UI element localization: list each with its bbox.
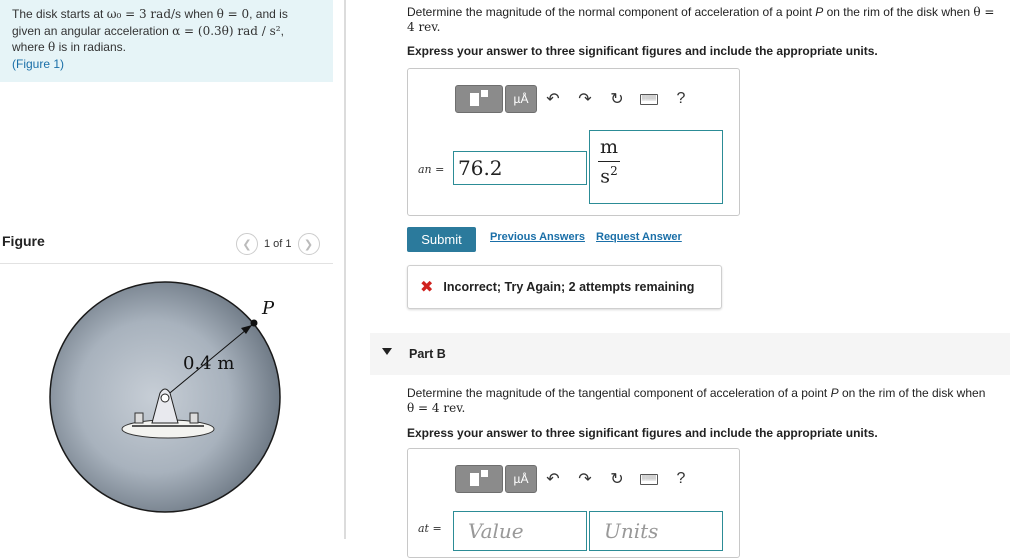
reset-icon[interactable]: ↻ xyxy=(610,471,624,488)
redo-icon[interactable]: ↷ xyxy=(578,91,592,108)
chevron-right-icon[interactable]: ❯ xyxy=(298,233,320,255)
redo-icon[interactable]: ↷ xyxy=(578,471,592,488)
chevron-left-icon[interactable]: ❮ xyxy=(236,233,258,255)
undo-icon[interactable]: ↶ xyxy=(546,471,560,488)
at-units-input[interactable] xyxy=(589,511,723,551)
an-units-input[interactable] xyxy=(589,130,723,204)
part-b-answer-box xyxy=(407,448,740,558)
problem-statement xyxy=(0,0,333,82)
help-icon[interactable]: ? xyxy=(676,470,686,487)
problem-line-2: given an angular acceleration α = (0.3θ) rad / s², xyxy=(12,23,284,38)
request-answer-link[interactable]: Request Answer xyxy=(596,231,682,243)
help-icon[interactable]: ? xyxy=(676,90,686,107)
units-fraction: $\frac{m}{s^2}$ xyxy=(599,136,619,188)
at-label: at = xyxy=(418,522,442,535)
disk-figure xyxy=(40,280,290,520)
part-b-instruction: Express your answer to three significant figures and include the appropriate units. xyxy=(407,426,878,440)
part-a-instruction: Express your answer to three significant figures and include the appropriate units. xyxy=(407,44,878,58)
incorrect-icon: ✖ xyxy=(420,279,434,296)
units-button[interactable]: µÅ xyxy=(505,85,537,113)
template-icon xyxy=(470,93,479,106)
template-icon xyxy=(470,473,479,486)
figure-title: Figure xyxy=(2,233,45,249)
part-b-toolbar xyxy=(455,465,697,493)
an-value-input[interactable] xyxy=(453,151,587,185)
an-label: an = xyxy=(418,163,445,176)
problem-line-1: The disk starts at ω₀ = 3 rad/s when θ = 0, and is xyxy=(12,7,288,21)
part-a-question: Determine the magnitude of the normal component of acceleration of a point P on the rim of the disk when θ = 4 rev. xyxy=(407,5,995,34)
radius-label: 0.4 m xyxy=(183,353,235,374)
part-a-toolbar xyxy=(455,85,697,113)
reset-icon[interactable]: ↻ xyxy=(610,91,624,108)
left-panel xyxy=(0,0,333,539)
keyboard-icon[interactable]: ▒▒▒▒ xyxy=(633,465,665,493)
at-value-input[interactable] xyxy=(453,511,587,551)
figure-pager xyxy=(236,233,320,255)
feedback-box xyxy=(407,265,722,309)
template-button[interactable] xyxy=(455,85,503,113)
undo-icon[interactable]: ↶ xyxy=(546,91,560,108)
right-panel xyxy=(346,0,1024,539)
figure-link[interactable]: (Figure 1) xyxy=(12,56,65,71)
template-button[interactable] xyxy=(455,465,503,493)
figure-header xyxy=(0,228,333,264)
part-b-header[interactable] xyxy=(370,333,1010,375)
part-b-question: Determine the magnitude of the tangential component of acceleration of a point P on the rim of the disk when θ = 4 rev. xyxy=(407,386,986,415)
previous-answers-link[interactable]: Previous Answers xyxy=(490,231,585,243)
part-b-title: Part B xyxy=(409,347,446,361)
problem-line-3: where θ is in radians. xyxy=(12,40,126,54)
submit-button[interactable]: Submit xyxy=(407,227,476,252)
point-p xyxy=(251,320,258,327)
pager-label: 1 of 1 xyxy=(264,238,292,250)
feedback-text: Incorrect; Try Again; 2 attempts remaining xyxy=(443,280,695,294)
part-a-answer-box xyxy=(407,68,740,216)
keyboard-icon[interactable]: ▒▒▒▒ xyxy=(633,85,665,113)
point-p-label: P xyxy=(262,298,275,319)
units-button[interactable]: µÅ xyxy=(505,465,537,493)
collapse-triangle-icon[interactable] xyxy=(382,348,392,355)
